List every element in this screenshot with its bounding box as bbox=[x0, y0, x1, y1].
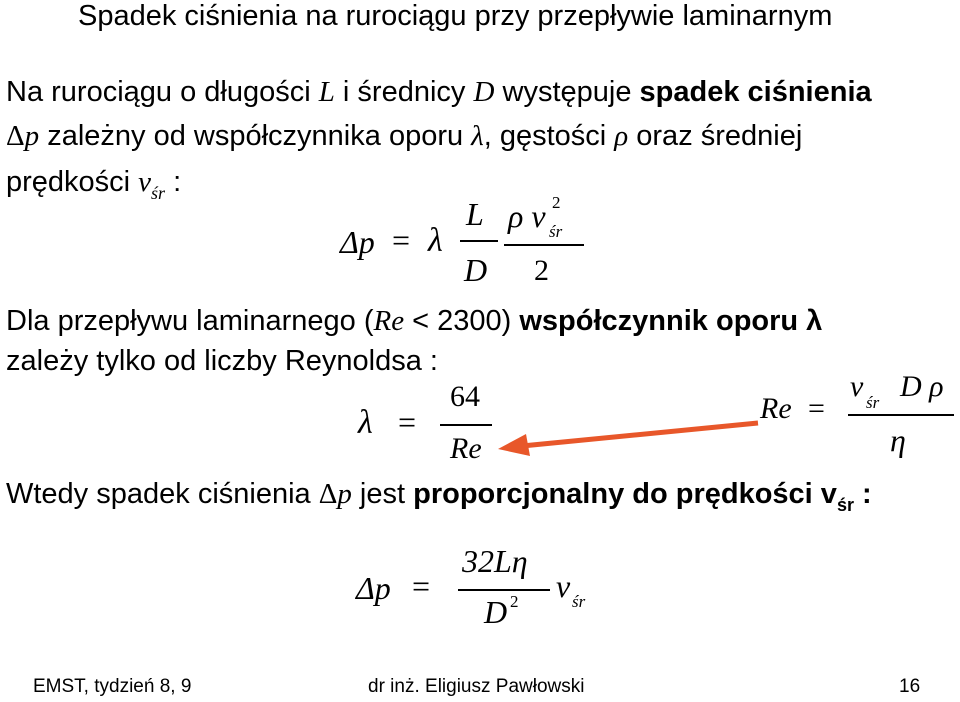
denominator-D: D bbox=[464, 252, 488, 288]
delta-p: Δp bbox=[340, 224, 375, 260]
text: prędkości bbox=[6, 166, 139, 198]
fraction-bar bbox=[460, 240, 498, 242]
subscript: śr bbox=[549, 222, 563, 241]
page-number: 16 bbox=[899, 676, 921, 697]
text: i średnicy bbox=[334, 76, 474, 108]
exponent: 2 bbox=[510, 592, 519, 611]
arrow-head bbox=[498, 434, 530, 456]
text: jest bbox=[351, 478, 414, 510]
denominator-eta: η bbox=[890, 422, 906, 458]
text: < 2300) bbox=[404, 305, 520, 337]
text: Wtedy spadek ciśnienia bbox=[6, 478, 319, 510]
fraction-bar bbox=[458, 589, 550, 591]
subscript: śr bbox=[572, 592, 586, 611]
numerator-D-rho: D ρ bbox=[900, 370, 944, 403]
text: występuje bbox=[494, 76, 640, 108]
fraction-bar bbox=[504, 244, 584, 246]
delta-symbol: Δ bbox=[6, 120, 25, 152]
page-title: Spadek ciśnienia na rurociągu przy przepływie laminarnym bbox=[78, 0, 833, 32]
text: oraz średniej bbox=[628, 120, 803, 152]
numerator-rho-v: ρ v bbox=[508, 198, 546, 234]
paragraph-2-line-1 bbox=[6, 305, 822, 338]
paragraph-3 bbox=[6, 478, 872, 515]
paragraph-1-line-3 bbox=[6, 166, 182, 203]
bold-text: proporcjonalny do prędkości v bbox=[413, 478, 837, 510]
bold-subscript: śr bbox=[836, 495, 854, 515]
symbol-p: p bbox=[337, 478, 352, 510]
denominator: Re bbox=[450, 432, 482, 465]
text: , gęstości bbox=[483, 120, 615, 152]
symbol-L: L bbox=[318, 76, 335, 108]
delta-symbol: Δ bbox=[318, 478, 338, 510]
symbol-v: v bbox=[138, 166, 152, 198]
symbol-D: D bbox=[473, 76, 495, 108]
lambda-symbol: λ bbox=[358, 404, 373, 441]
equals-sign: = bbox=[392, 222, 411, 258]
fraction-bar bbox=[440, 424, 492, 426]
text: Dla przepływu laminarnego ( bbox=[6, 305, 374, 337]
text: Na rurociągu o długości bbox=[6, 76, 319, 108]
exponent: 2 bbox=[552, 193, 561, 212]
bold-text: współczynnik oporu λ bbox=[519, 305, 823, 337]
text: zależny od współczynnika oporu bbox=[39, 120, 472, 152]
fraction-bar bbox=[848, 414, 954, 416]
equals-sign: = bbox=[398, 404, 417, 440]
lambda-symbol: λ bbox=[428, 222, 443, 259]
denominator-D: D bbox=[484, 594, 508, 630]
symbol-Re: Re bbox=[760, 392, 792, 425]
bold-text: : bbox=[853, 478, 872, 510]
subscript: śr bbox=[151, 183, 166, 203]
denominator-2: 2 bbox=[534, 254, 549, 287]
numerator: 32Lη bbox=[462, 543, 528, 579]
paragraph-2-line-2: zależy tylko od liczby Reynoldsa : bbox=[6, 345, 438, 377]
rho-symbol: ρ bbox=[614, 120, 629, 152]
equals-sign: = bbox=[808, 392, 825, 425]
bold-text: spadek ciśnienia bbox=[639, 76, 872, 108]
subscript: śr bbox=[866, 393, 880, 412]
symbol-p: p bbox=[24, 120, 40, 152]
arrow-shaft bbox=[522, 423, 758, 446]
delta-p: Δp bbox=[356, 570, 391, 606]
numerator-v: v bbox=[850, 370, 864, 403]
equals-sign: = bbox=[412, 568, 431, 604]
symbol-v: v bbox=[556, 568, 571, 604]
footer-left: EMST, tydzień 8, 9 bbox=[33, 676, 192, 697]
numerator-L: L bbox=[466, 196, 484, 232]
numerator: 64 bbox=[450, 380, 480, 413]
paragraph-1-line-1 bbox=[6, 76, 872, 109]
text: : bbox=[165, 166, 182, 198]
paragraph-1-line-2 bbox=[6, 120, 802, 153]
footer-center: dr inż. Eligiusz Pawłowski bbox=[368, 676, 585, 697]
lambda-symbol: λ bbox=[471, 120, 484, 152]
symbol-Re: Re bbox=[373, 305, 405, 337]
